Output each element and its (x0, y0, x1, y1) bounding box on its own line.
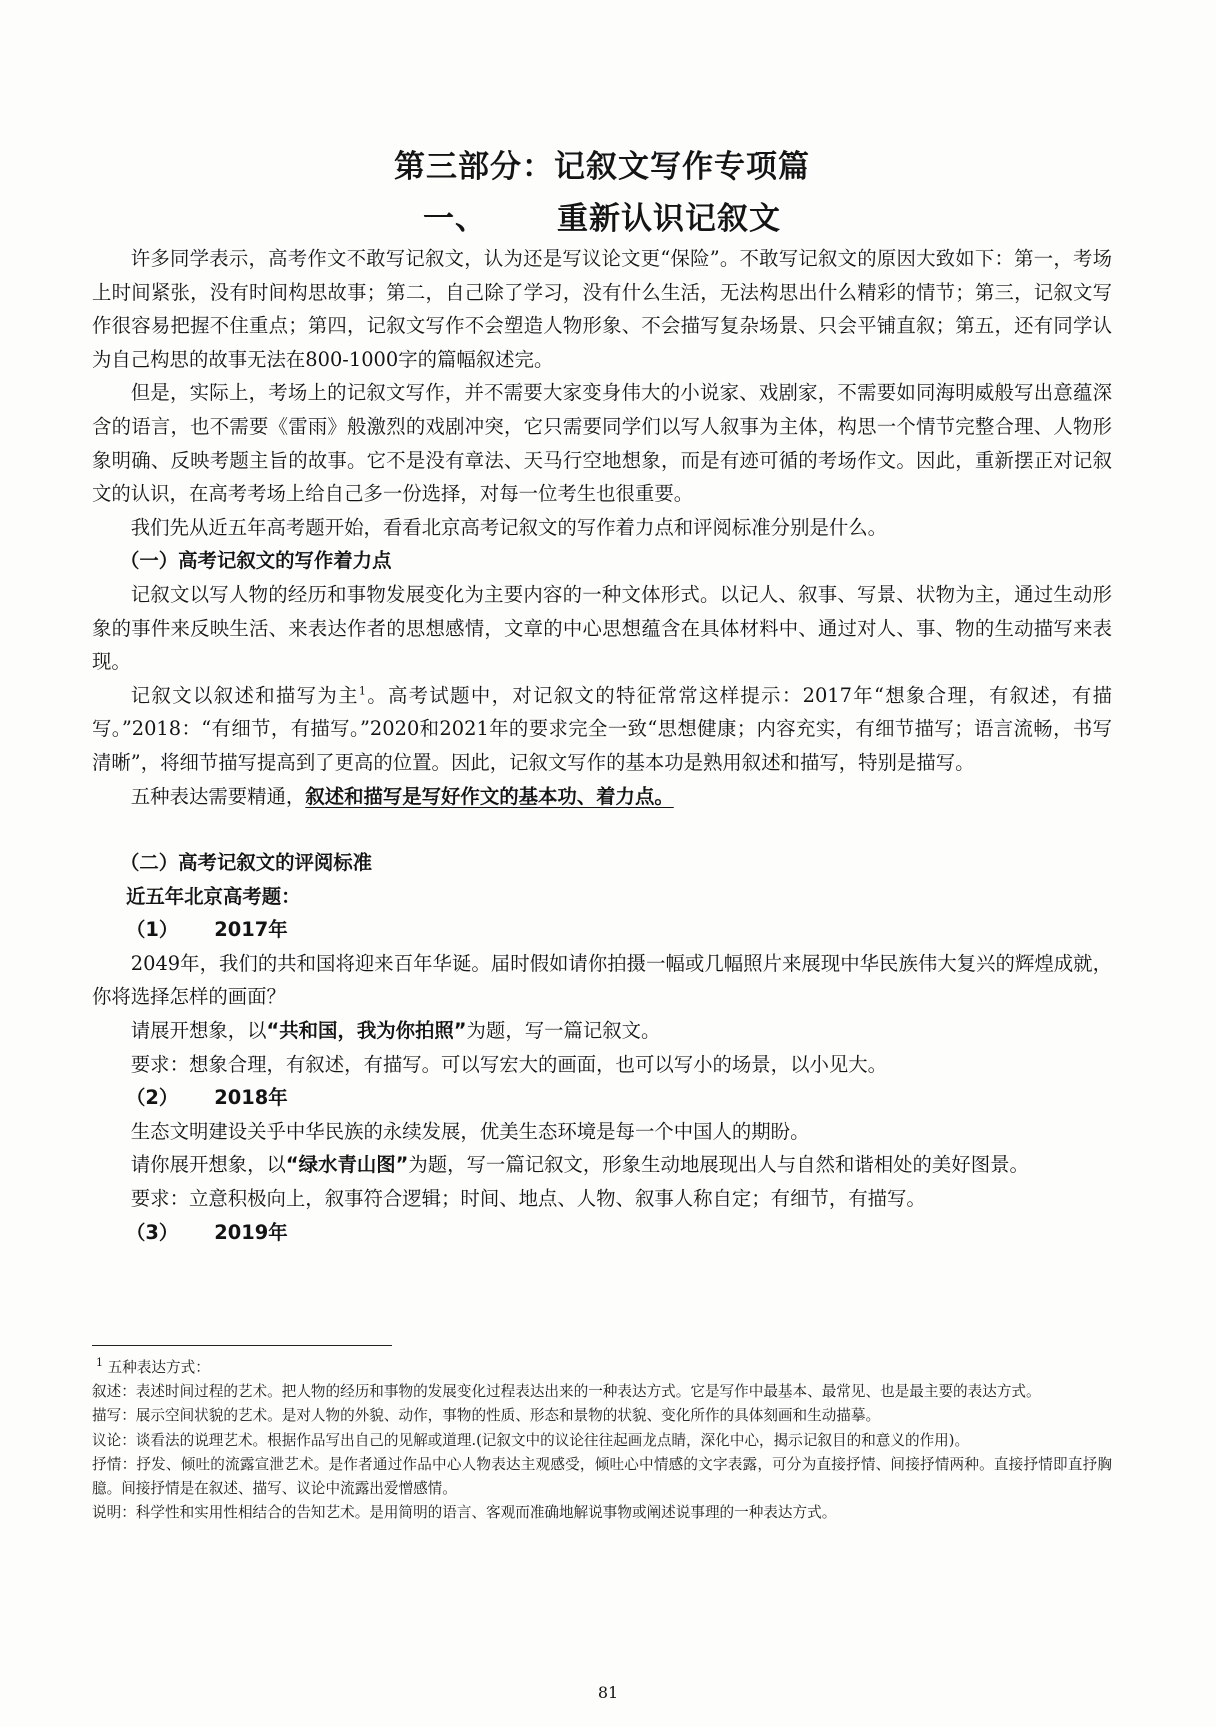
footnote-marker: 1 (96, 1356, 103, 1370)
footnote-title: 五种表达方式： (107, 1359, 210, 1376)
question-2017-text: 2049年，我们的共和国将迎来百年华诞。届时假如请你拍摄一幅或几幅照片来展现中华民族伟大复兴的辉煌成就，你将选择怎样的画面？ (92, 951, 1112, 1009)
instruction-lead: 请展开想象，以 (130, 1019, 267, 1043)
question-2017-heading (92, 913, 1112, 947)
question-2017-requirements: 要求：想象合理，有叙述，有描写。可以写宏大的画面，也可以写小的场景，以小见大。 (130, 1052, 888, 1076)
focus-paragraph-3 (92, 780, 1112, 814)
subheading-grading-standard: （二）高考记叙文的评阅标准 (120, 851, 373, 875)
footnote-item-exposition: 说明：科学性和实用性相结合的告知艺术。是用简明的语言、客观而准确地解说事物或阐述说事理的一种表达方式。 (92, 1504, 837, 1522)
question-number: （2） (126, 1086, 179, 1110)
focus-paragraph-1: 记叙文以写人物的经历和事物发展变化为主要内容的一种文体形式。以记人、叙事、写景、状物为主，通过生动形象的事件来反映生活、来表达作者的思想感情，文章的中心思想蕴含在具体材料中、通过对人、事、物的生动描写来表现。 (92, 582, 1112, 674)
subheading-beijing-questions: 近五年北京高考题： (126, 884, 301, 908)
question-2018-instruction (92, 1148, 1112, 1182)
focus-paragraph-2-lead: 记叙文以叙述和描写为主 (130, 683, 359, 707)
page-title: 第三部分：记叙文写作专项篇 (394, 149, 810, 185)
footnote-heading (92, 1356, 1112, 1380)
footnote-item-narration: 叙述：表述时间过程的艺术。把人物的经历和事物的发展变化过程表达出来的一种表达方式。它是写作中最基本、最常见、也是最主要的表达方式。 (92, 1383, 1041, 1401)
essay-title: “共和国，我为你拍照” (266, 1019, 467, 1043)
footnote-item-description: 描写：展示空间状貌的艺术。是对人物的外貌、动作，事物的性质、形态和景物的状貌、变化所作的具体刻画和生动描摹。 (92, 1407, 881, 1425)
footnote-ref: 1 (358, 684, 366, 698)
focus-paragraph-3-lead: 五种表达需要精通， (130, 784, 306, 808)
question-year: 2017年 (214, 918, 288, 942)
section-number: 一、 (423, 201, 487, 237)
question-number: （1） (126, 918, 179, 942)
instruction-tail: 为题，写一篇记叙文。 (466, 1019, 661, 1043)
question-2017-instruction (92, 1014, 1112, 1048)
intro-paragraph-3: 我们先从近五年高考题开始，看看北京高考记叙文的写作着力点和评阅标准分别是什么。 (130, 515, 888, 539)
spacer (92, 813, 1112, 846)
section-title: 重新认识记叙文 (557, 201, 781, 237)
question-number: （3） (126, 1220, 179, 1244)
question-2018-requirements: 要求：立意积极向上，叙事符合逻辑；时间、地点、人物、叙事人称自定；有细节，有描写。 (130, 1187, 926, 1211)
instruction-lead: 请你展开想象，以 (130, 1153, 286, 1177)
footnote-divider (92, 1345, 392, 1346)
intro-paragraph-1: 许多同学表示，高考作文不敢写记叙文，认为还是写议论文更“保险”。不敢写记叙文的原因大致如下：第一，考场上时间紧张，没有时间构思故事；第二，自己除了学习，没有什么生活，无法构思出什么精彩的情节；第三，记叙文写作很容易把握不住重点；第四，记叙文写作不会塑造人物形象、不会描写复杂场景、只会平铺直叙；第五，还有同学认为自己构思的故事无法在800-1000字的篇幅叙述完。 (92, 247, 1112, 371)
question-2019-heading (92, 1216, 1112, 1250)
section-heading (92, 193, 1112, 238)
question-year: 2019年 (214, 1220, 288, 1244)
instruction-tail: 为题，写一篇记叙文，形象生动地展现出人与自然和谐相处的美好图景。 (408, 1153, 1029, 1177)
focus-paragraph-2-rest: 。高考试题中，对记叙文的特征常常这样提示：2017年“想象合理，有叙述，有描写。”2018：“有细节，有描写。”2020和2021年的要求完全一致“思想健康；内容充实，有细节描写；语言流畅，书写清晰”，将细节描写提高到了更高的位置。因此，记叙文写作的基本功是熟用叙述和描写，特别是描写。 (92, 683, 1113, 774)
body-text (92, 242, 1112, 1249)
question-2018-text: 生态文明建设关乎中华民族的永续发展，优美生态环境是每一个中国人的期盼。 (130, 1119, 810, 1143)
footnote-item-lyric: 抒情：抒发、倾吐的流露宣泄艺术。是作者通过作品中心人物表达主观感受，倾吐心中情感的文字表露，可分为直接抒情、间接抒情两种。直接抒情即直抒胸臆。间接抒情是在叙述、描写、议论中流露出爱憎感情。 (92, 1455, 1112, 1498)
page-number: 81 (597, 1683, 619, 1702)
focus-paragraph-2 (92, 679, 1112, 780)
question-year: 2018年 (214, 1086, 288, 1110)
question-2018-heading (92, 1081, 1112, 1115)
essay-title: “绿水青山图” (285, 1153, 409, 1177)
intro-paragraph-2: 但是，实际上，考场上的记叙文写作，并不需要大家变身伟大的小说家、戏剧家，不需要如同海明威般写出意蕴深含的语言，也不需要《雷雨》般激烈的戏剧冲突，它只需要同学们以写人叙事为主体，构思一个情节完整合理、人物形象明确、反映考题主旨的故事。它不是没有章法、天马行空地想象，而是有迹可循的考场作文。因此，重新摆正对记叙文的认识，在高考考场上给自己多一份选择，对每一位考生也很重要。 (92, 381, 1112, 506)
footnote-item-argument: 议论：谈看法的说理艺术。根据作品写出自己的见解或道理.(记叙文中的议论往往起画龙点睛，深化中心，揭示记叙目的和意义的作用)。 (92, 1431, 970, 1449)
key-point-underlined: 叙述和描写是写好作文的基本功、着力点。 (305, 784, 674, 808)
footnotes (92, 1356, 1112, 1525)
subheading-writing-focus: （一）高考记叙文的写作着力点 (120, 549, 392, 573)
